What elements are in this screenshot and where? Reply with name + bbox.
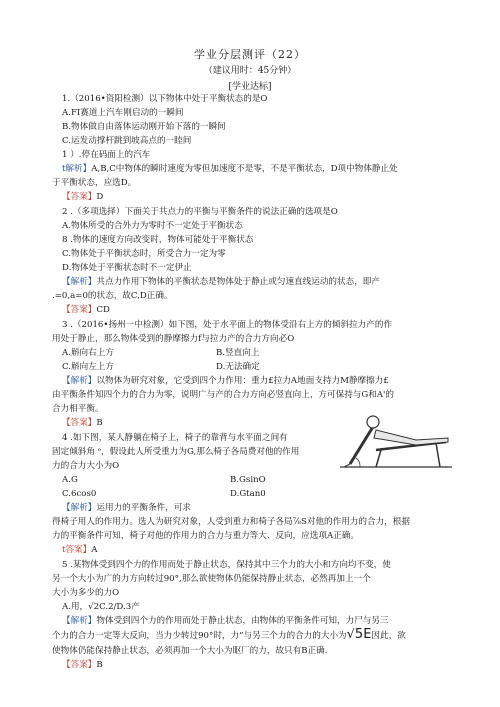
- q1-exp-line2: 于平衡状态，应选D。: [52, 178, 137, 188]
- q2-option-d: D.物体处于平衡状态时不一定伊止: [62, 263, 192, 273]
- q1-option-d: 1 ）.停在码面上的汽车: [62, 150, 151, 160]
- q2-ans-value: CD: [96, 305, 110, 315]
- q5-exp-line2-end: 因此，欲: [371, 631, 406, 641]
- q4-exp-line3: 力的平衡条件可知，椅子对他的作用力的合力与重力等大、反向，应选项A正确。: [52, 531, 359, 541]
- q4-exp-line2: 得椅子用人的作用力。选人为研究对象，人受到重力和椅子各局⅞S对他的作用力的合力，根据: [52, 517, 410, 527]
- q5-sqrt-value: √5E: [346, 628, 372, 642]
- q5-answer: [62, 658, 470, 672]
- q1-option-c: C.运发动撑杆跳到坡高点的一睦间: [62, 136, 192, 146]
- q5-explanation: [62, 614, 470, 628]
- q4-explanation: [62, 501, 334, 515]
- q3-option-d: D.无法确定: [216, 362, 260, 372]
- q5-ans-value: B: [96, 660, 103, 670]
- q2-option-c: C.物体处于平衡状态时，所受合力一定为零: [62, 249, 226, 259]
- q5-exp-line2: 个力的合力一定等大反向，当力少转过90°时，力”与另三个力的合力的大小为: [52, 631, 347, 641]
- q1-exp-line1: A,B,C中物体的瞬时速度为零但加速度不是零，不是平衡状态，D项中物体静止处: [91, 164, 398, 174]
- q3-exp-line3: 合力相平衡。: [52, 404, 104, 414]
- q3-option-a: A.斛向右上方: [62, 348, 114, 358]
- q1-option-a: A.FI赛道上汽车刚启动的一瞬间: [62, 108, 184, 118]
- time-hint: （建议用时：45分钟）: [203, 66, 297, 76]
- q4-stem-line1: 4 .如下图，某人静躺在椅子上，椅子的靠背与水平面之间有: [62, 433, 288, 443]
- q2-option-b: 8 .物体的速度方向改变时，物体可能处于平衡状态: [62, 235, 254, 245]
- reclining-chair-figure: [336, 412, 456, 470]
- q3-exp-line1: 以物体为研究对象，它受到四个力作用：重力£拉力A地面支持力M静摩擦力£: [96, 376, 389, 386]
- q5-options: A.用，√2C.2/D.3产: [62, 602, 140, 612]
- q4-answer: [62, 543, 262, 557]
- q1-option-b: B.物体做自由落体运动刚开始下落的一瞬间: [62, 122, 226, 132]
- q4-option-d: D.Gtan0: [230, 489, 266, 499]
- q4-exp-tag: 【解析】: [62, 503, 97, 513]
- q3-option-b: B.竖直向上: [216, 348, 260, 358]
- q3-exp-line2: 由平衡条件知四个力的合力为零，说明广与产的合力方向必竖直向上，方可保持与G和A'的: [52, 390, 394, 400]
- q5-stem-line3: 大小为多少的力O: [52, 588, 120, 598]
- q4-option-b: B.GsinO: [230, 475, 266, 485]
- q1-ans-tag: 【答案】: [62, 192, 97, 202]
- q2-exp-line2: .=0,a=0的状态，故C,D正确。: [52, 291, 173, 301]
- section-label: [学业达标]: [228, 82, 272, 92]
- q3-explanation: [62, 374, 470, 388]
- q5-exp-tag: 【解析】: [62, 616, 97, 626]
- q5-stem-line2: 另一个大小为广的力方向转过90°,那么欲使物体仍能保持静止状态，必然再加上一个: [52, 574, 371, 584]
- q5-ans-tag: 【答案】: [62, 660, 97, 670]
- q4-stem-line2: 固定倾斜角 ᵒ，假设此人所受重力为G,那么椅子各局费对他的作用: [52, 447, 300, 457]
- q2-exp-line1: 共点力作用下物体的平衡状态是物体处于静止或匀速直线运动的状态，即产: [96, 277, 380, 287]
- q1-stem: 1.（2016•资阳检测）以下物体中处于平衡状态的是O: [62, 94, 268, 104]
- q1-ans-value: D: [96, 192, 104, 202]
- q4-stem-line3: 力的合力大小为O: [52, 461, 120, 471]
- q3-ans-tag: 【答案】: [62, 418, 97, 428]
- q3-exp-tag: 【解析】: [62, 376, 97, 386]
- q1-answer: [62, 190, 470, 204]
- q3-stem-line2: 用处于静止，那么物体受到的静摩擦力f与拉力产的合力方向必O: [52, 334, 295, 344]
- q3-ans-value: B: [96, 418, 103, 428]
- q5-stem-line1: 5 .某物体受到四个力的作用而处于静止状态，保持其中三个力的大小和方向均不变，使: [62, 560, 391, 570]
- q2-stem: 2 .（多项选择）下面关于共点力的平衡与平衡条件的说法正确的选项是O: [62, 207, 338, 217]
- q2-answer: [62, 303, 470, 317]
- q5-exp-line2-row: [52, 628, 460, 643]
- q3-stem-line1: 3 .（2016•扬州一中检测）如下图，处于水平面上的物体受沿右上方的倾斜拉力产的作: [62, 320, 393, 330]
- reclining-chair-drawing: [336, 412, 456, 470]
- q5-exp-line1: 物体受到四个力的作用而处于静止状态，由物体的平衡条件可知，力尸与另三: [96, 616, 389, 626]
- q4-option-c: C.6cos0: [62, 489, 97, 499]
- q4-ans-tag: t答案】: [62, 545, 92, 555]
- q1-explanation: [62, 162, 470, 176]
- q3-option-c: C.斛向左上方: [62, 362, 114, 372]
- q2-exp-tag: 【解析】: [62, 277, 97, 287]
- q4-ans-value: A: [91, 545, 98, 555]
- page-title: 学业分层测评（22）: [194, 48, 306, 61]
- q5-exp-line3: 使物体仍能保持静止状态，必须再加一个大小为眍厂的力，故只有B正确.: [52, 646, 328, 656]
- q3-answer: [62, 416, 262, 430]
- q4-exp-line1: 运用力的平衡条件，可求: [96, 503, 191, 513]
- q4-option-a: A.G: [62, 475, 78, 485]
- q2-explanation: [62, 275, 470, 289]
- q2-ans-tag: 【答案】: [62, 305, 97, 315]
- q2-option-a: A.物体所受的合外力为零时不一定处于平衡状态: [62, 221, 243, 231]
- q1-exp-tag: t解析】: [62, 164, 92, 174]
